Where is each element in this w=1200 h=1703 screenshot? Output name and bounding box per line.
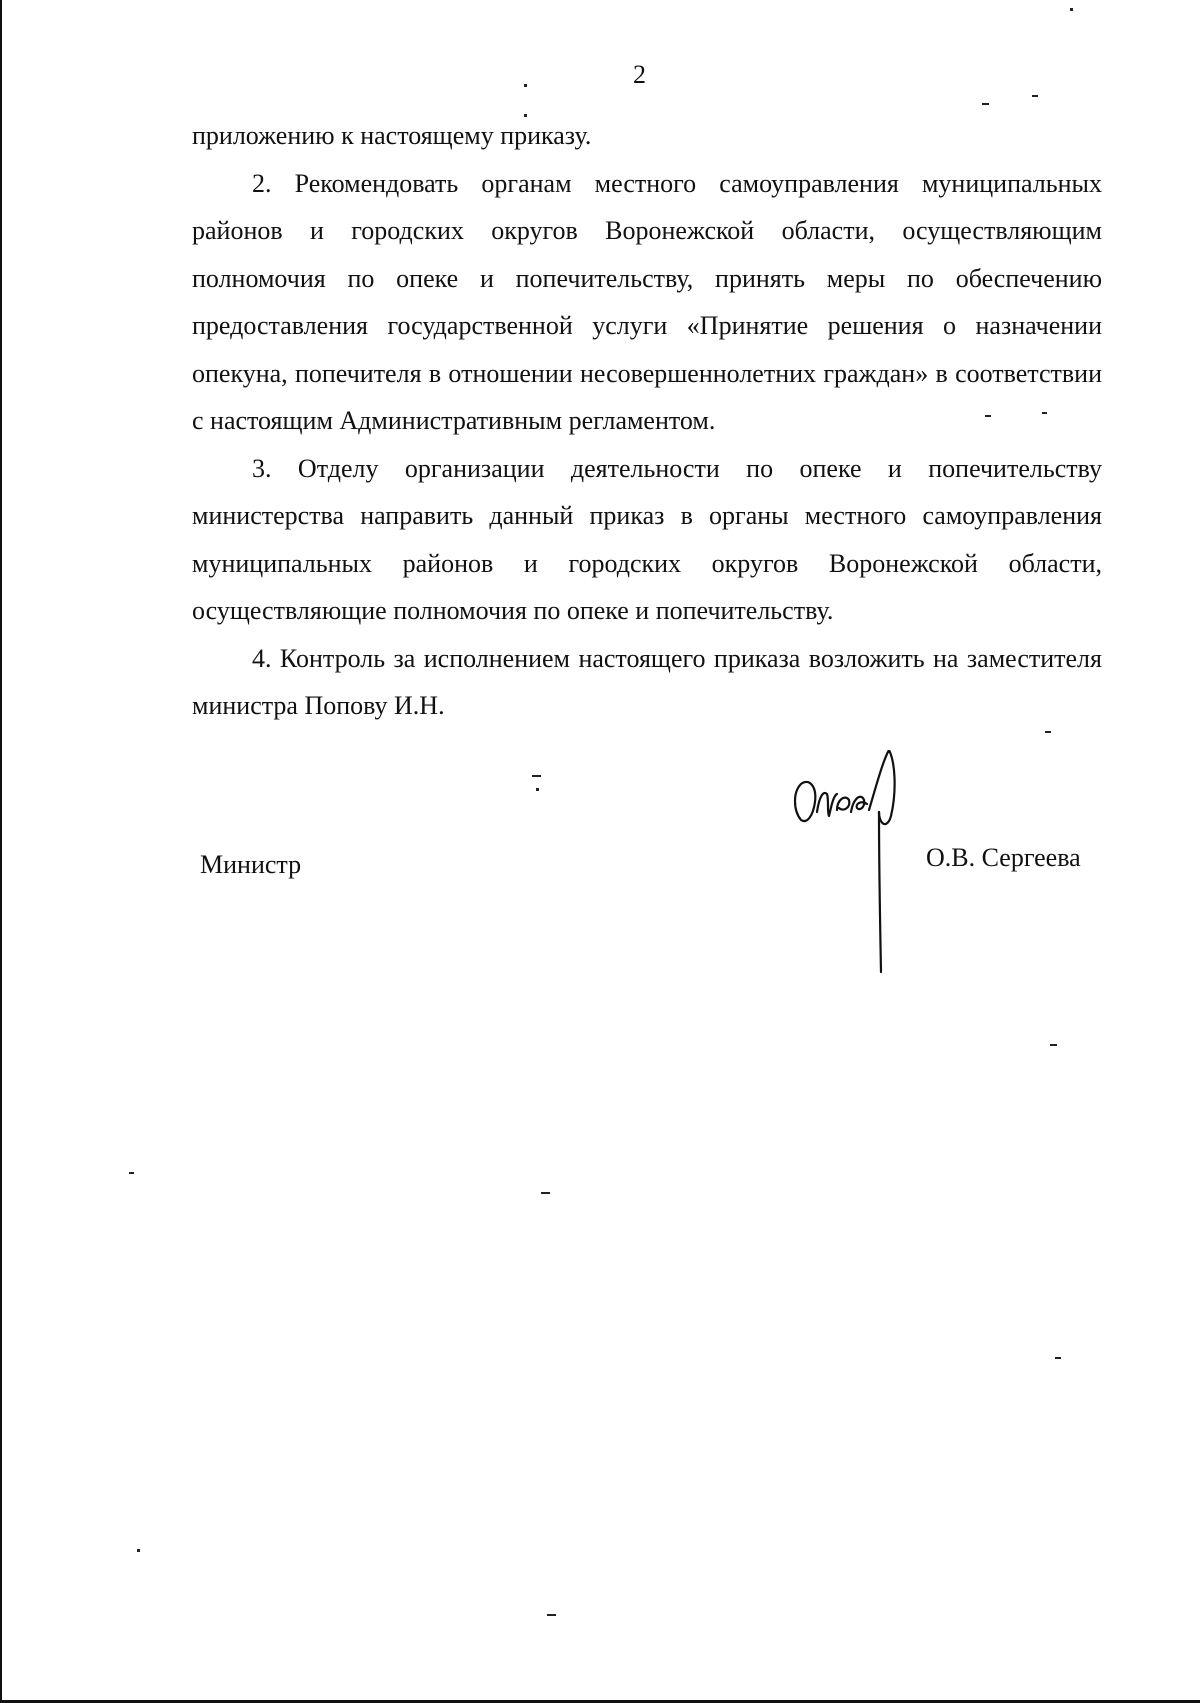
scan-speck (547, 1614, 556, 1616)
paragraph-continuation: приложению к настоящему приказу. (192, 121, 592, 150)
scan-speck (1032, 95, 1038, 97)
signatory-name: О.В. Сергеева (926, 843, 1081, 872)
scan-speck (1042, 412, 1047, 414)
scan-speck (137, 1549, 140, 1552)
page-number: 2 (633, 60, 646, 89)
scan-speck (1070, 8, 1073, 11)
scan-speck (524, 114, 527, 117)
paragraph-item-2: 2. Рекомендовать органам местного самоуправления муниципальных районов и городских округов Воронежской области, осуществляющим полномочия по опеке и попечительству, принять меры по обеспечению предоставления государственной услуги «Принятие решения о назначении опекуна, попечителя в отношении несовершеннолетних граждан» в соответствии с настоящим Административным регламентом. (192, 168, 1102, 435)
scan-speck (1045, 731, 1051, 733)
signature-block (2, 843, 1200, 890)
scan-speck (985, 415, 991, 417)
scan-speck (1055, 1357, 1061, 1359)
scan-speck (541, 1192, 550, 1194)
scan-speck (524, 84, 527, 87)
document-body (192, 112, 1102, 730)
scan-speck (129, 1172, 134, 1174)
handwritten-signature (787, 750, 917, 975)
scan-speck (1050, 1044, 1057, 1046)
scan-speck (982, 103, 989, 105)
paragraph-item-4: 4. Контроль за исполнением настоящего приказа возложить на заместителя министра Попову И.Н. (192, 643, 1102, 720)
signatory-title: Министр (200, 850, 302, 879)
scan-speck (536, 788, 539, 791)
scan-speck (532, 775, 541, 777)
paragraph-item-3: 3. Отделу организации деятельности по опеке и попечительству министерства направить данный приказ в органы местного самоуправления муниципальных районов и городских округов Воронежской области, осуществляющие полномочия по опеке и попечительству. (192, 453, 1102, 625)
